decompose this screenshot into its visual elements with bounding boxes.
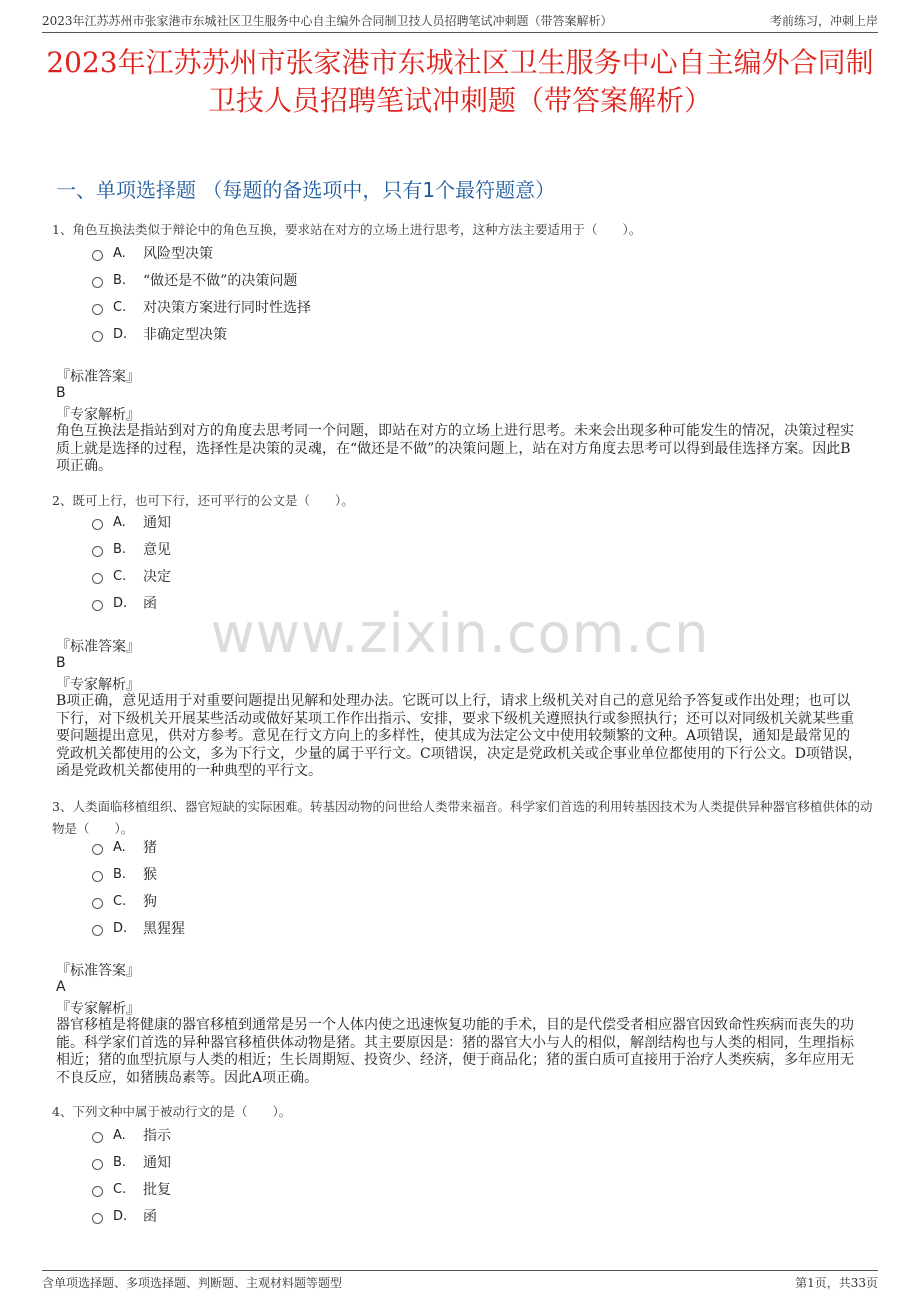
analysis-label: 『专家解析』: [56, 407, 140, 423]
question-3-option-b[interactable]: B. 猴: [92, 863, 157, 885]
answer-label: 『标准答案』: [56, 639, 140, 655]
radio-icon[interactable]: [92, 304, 103, 315]
question-1-analysis: 角色互换法是指站到对方的角度去思考同一个问题，即站在对方的立场上进行思考。未来会出现多种可能发生的情况，决策过程实质上就是选择的过程，选择性是决策的灵魂，在“做还是不做”的决策问题上，站在对方角度去思考可以得到最佳选择方案。因此B项正确。: [56, 423, 854, 474]
question-3-answer: A: [56, 979, 66, 995]
question-4-text: 4、下列文种中属于被动行文的是（ ）。: [52, 1104, 292, 1119]
radio-icon[interactable]: [92, 898, 103, 909]
footer-question-types: 含单项选择题、多项选择题、判断题、主观材料题等题型: [42, 1276, 343, 1290]
radio-icon[interactable]: [92, 844, 103, 855]
question-2-analysis: B项正确，意见适用于对重要问题提出见解和处理办法。它既可以上行，请求上级机关对自己的意见给予答复或作出处理；也可以下行，对下级机关开展某些活动或做好某项工作作出指示、安排，要求下级机关遵照执行或参照执行；还可以对同级机关就某些重要问题提出意见，供对方参考。意见在行文方向上的多样性，使其成为法定公文中使用较频繁的文种。A项错误，通知是最常见的党政机关都使用的公文，多为下行文，少量的属于平行文。C项错误，决定是党政机关或企事业单位都使用的下行公文。D项错误，函是党政机关都使用的一种典型的平行文。: [56, 693, 862, 779]
question-3-option-c[interactable]: C. 狗: [92, 890, 157, 912]
question-1-option-c[interactable]: C. 对决策方案进行同时性选择: [92, 296, 311, 318]
radio-icon[interactable]: [92, 871, 103, 882]
question-4-option-b[interactable]: B. 通知: [92, 1151, 171, 1173]
question-2-text: 2、既可上行，也可下行，还可平行的公文是（ ）。: [52, 493, 354, 508]
radio-icon[interactable]: [92, 925, 103, 936]
radio-icon[interactable]: [92, 1186, 103, 1197]
question-1-text: 1、角色互换法类似于辩论中的角色互换，要求站在对方的立场上进行思考，这种方法主要适用于（ ）。: [52, 222, 642, 237]
document-title: 2023年江苏苏州市张家港市东城社区卫生服务中心自主编外合同制卫技人员招聘笔试冲刺题（带答案解析）: [46, 46, 874, 117]
question-2-option-b[interactable]: B. 意见: [92, 538, 171, 560]
header-slogan: 考前练习，冲刺上岸: [769, 14, 878, 28]
answer-label: 『标准答案』: [56, 963, 140, 979]
page-header: [42, 10, 878, 33]
radio-icon[interactable]: [92, 546, 103, 557]
question-1-option-b[interactable]: B. “做还是不做”的决策问题: [92, 269, 297, 291]
question-1-option-a[interactable]: A. 风险型决策: [92, 242, 213, 264]
answer-label: 『标准答案』: [56, 369, 140, 385]
question-1-option-d[interactable]: D. 非确定型决策: [92, 323, 227, 345]
question-4-option-a[interactable]: A. 指示: [92, 1124, 171, 1146]
question-4-option-d[interactable]: D. 函: [92, 1205, 157, 1227]
radio-icon[interactable]: [92, 1132, 103, 1143]
header-document-title: 2023年江苏苏州市张家港市东城社区卫生服务中心自主编外合同制卫技人员招聘笔试冲刺题（带答案解析）: [42, 14, 613, 28]
section-heading: 一、单项选择题 （每题的备选项中，只有1个最符题意）: [56, 178, 556, 202]
question-1-answer: B: [56, 385, 66, 401]
question-2-option-d[interactable]: D. 函: [92, 592, 157, 614]
question-3-option-a[interactable]: A. 猪: [92, 836, 157, 858]
radio-icon[interactable]: [92, 1159, 103, 1170]
question-3-option-d[interactable]: D. 黑猩猩: [92, 917, 185, 939]
analysis-label: 『专家解析』: [56, 1001, 140, 1017]
radio-icon[interactable]: [92, 519, 103, 530]
question-2-answer: B: [56, 655, 66, 671]
question-2-option-c[interactable]: C. 决定: [92, 565, 171, 587]
radio-icon[interactable]: [92, 250, 103, 261]
watermark: www.zixin.com.cn: [210, 602, 710, 665]
radio-icon[interactable]: [92, 331, 103, 342]
radio-icon[interactable]: [92, 600, 103, 611]
question-3-text: 3、人类面临移植组织、器官短缺的实际困难。转基因动物的问世给人类带来福音。科学家们首选的利用转基因技术为人类提供异种器官移植供体的动物是（ ）。: [52, 799, 873, 836]
radio-icon[interactable]: [92, 573, 103, 584]
question-2-option-a[interactable]: A. 通知: [92, 511, 171, 533]
radio-icon[interactable]: [92, 1213, 103, 1224]
question-3-analysis: 器官移植是将健康的器官移植到通常是另一个人体内使之迅速恢复功能的手术，目的是代偿受者相应器官因致命性疾病而丧失的功能。科学家们首选的异种器官移植供体动物是猪。其主要原因是：猪的器官大小与人的相似，解剖结构也与人类的相同，生理指标相近；猪的血型抗原与人类的相近；生长周期短、投资少、经济，便于商品化；猪的蛋白质可直接用于治疗人类疾病，多年应用无不良反应，如猪胰岛素等。因此A项正确。: [56, 1017, 854, 1086]
analysis-label: 『专家解析』: [56, 677, 140, 693]
page-footer: [42, 1270, 878, 1291]
question-4-option-c[interactable]: C. 批复: [92, 1178, 171, 1200]
footer-page-number: 第1页，共33页: [795, 1276, 878, 1290]
radio-icon[interactable]: [92, 277, 103, 288]
